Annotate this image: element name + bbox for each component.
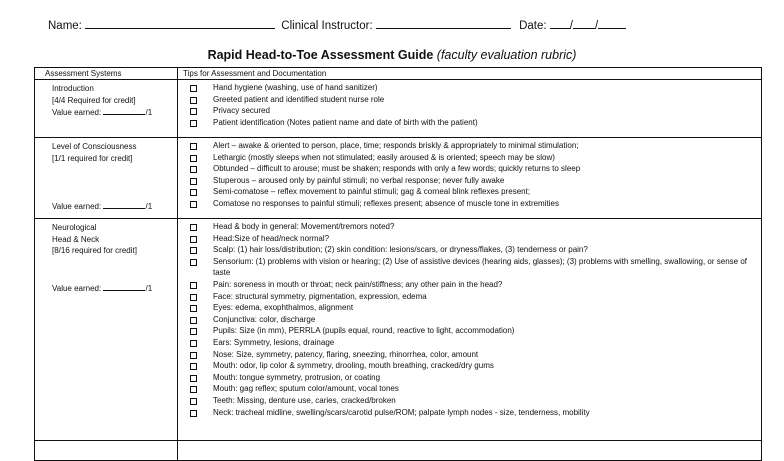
checkbox-icon[interactable]	[190, 317, 197, 324]
checkbox-icon[interactable]	[190, 189, 197, 196]
list-item[interactable]: Eyes: edema, exophthalmos, alignment	[190, 302, 761, 314]
value-blank	[103, 200, 145, 209]
checkbox-icon[interactable]	[190, 340, 197, 347]
date-month-blank	[550, 17, 570, 29]
instructor-blank	[376, 17, 511, 29]
checkbox-icon[interactable]	[190, 97, 197, 104]
col-header-systems: Assessment Systems	[35, 68, 178, 80]
system-requirement: [4/4 Required for credit]	[52, 95, 136, 105]
header-fields	[48, 17, 764, 32]
checkbox-icon[interactable]	[190, 259, 197, 266]
checkbox-icon[interactable]	[190, 294, 197, 301]
date-day-blank	[573, 17, 595, 29]
checkbox-icon[interactable]	[190, 166, 197, 173]
list-item[interactable]: Head & body in general: Movement/tremors noted?	[190, 221, 761, 233]
list-item[interactable]: Mouth: odor, lip color & symmetry, drooling, mouth breathing, cracked/dry gums	[190, 360, 761, 372]
instructor-label: Clinical Instructor:	[281, 20, 373, 32]
value-suffix: /1	[145, 202, 153, 211]
value-earned-label: Value earned:	[52, 108, 102, 118]
checkbox-icon[interactable]	[190, 247, 197, 254]
list-item[interactable]: Stuperous – aroused only by painful stimuli; no verbal response; never fully awake	[190, 175, 761, 187]
checkbox-icon[interactable]	[190, 410, 197, 417]
system-name: Introduction	[52, 84, 94, 93]
date-label: Date:	[519, 20, 547, 32]
name-label: Name:	[48, 20, 82, 32]
list-item[interactable]: Face: structural symmetry, pigmentation, expression, edema	[190, 291, 761, 303]
checkbox-icon[interactable]	[190, 85, 197, 92]
table-row	[35, 80, 762, 138]
table-row-next	[35, 441, 762, 461]
checkbox-icon[interactable]	[190, 363, 197, 370]
list-item[interactable]: Alert – awake & oriented to person, place, time; responds briskly & appropriately to minimal stimulation;	[190, 140, 761, 152]
system-cell-consciousness	[35, 138, 178, 219]
system-subname: Head & Neck	[52, 234, 100, 244]
checkbox-icon[interactable]	[190, 155, 197, 162]
col-header-tips: Tips for Assessment and Documentation	[178, 68, 762, 80]
value-earned-field[interactable]	[52, 106, 177, 119]
title-main: Rapid Head-to-Toe Assessment Guide	[207, 48, 434, 62]
instructor-field[interactable]	[281, 17, 511, 32]
list-item[interactable]: Comatose no responses to painful stimuli; reflexes present; absence of muscle tone in extremities	[190, 198, 761, 210]
title-subtitle: (faculty evaluation rubric)	[436, 48, 577, 62]
next-system-cell	[35, 441, 178, 461]
list-item[interactable]: Teeth: Missing, denture use, caries, cracked/broken	[190, 395, 761, 407]
date-sep-1: /	[569, 20, 573, 32]
list-item[interactable]: Pain: soreness in mouth or throat; neck pain/stiffness; any other pain in the head?	[190, 279, 761, 291]
table-header-row	[35, 68, 762, 80]
assessment-table	[34, 67, 762, 461]
checkbox-icon[interactable]	[190, 352, 197, 359]
page-title	[0, 48, 784, 62]
name-field[interactable]	[48, 17, 275, 32]
list-item[interactable]: Head:Size of head/neck normal?	[190, 233, 761, 245]
list-item[interactable]: Mouth: gag reflex; sputum color/amount, vocal tones	[190, 383, 761, 395]
value-blank	[103, 106, 145, 115]
tips-cell-introduction	[178, 80, 762, 138]
next-tips-cell	[178, 441, 762, 461]
system-cell-introduction	[35, 80, 178, 138]
value-earned-field[interactable]	[52, 200, 152, 213]
value-earned-label: Value earned:	[52, 284, 102, 293]
date-sep-2: /	[594, 20, 599, 32]
list-item[interactable]: Hand hygiene (washing, use of hand sanitizer)	[190, 82, 761, 94]
checkbox-icon[interactable]	[190, 398, 197, 405]
checkbox-icon[interactable]	[190, 178, 197, 185]
list-item[interactable]: Patient identification (Notes patient name and date of birth with the patient)	[190, 117, 761, 129]
checkbox-icon[interactable]	[190, 224, 197, 231]
tips-cell-consciousness	[178, 138, 762, 219]
list-item[interactable]: Neck: tracheal midline, swelling/scars/carotid pulse/ROM; palpate lymph nodes - size, tenderness, mobility	[190, 407, 761, 419]
checkbox-icon[interactable]	[190, 282, 197, 289]
checkbox-icon[interactable]	[190, 305, 197, 312]
value-earned-field[interactable]	[52, 282, 152, 295]
checkbox-icon[interactable]	[190, 120, 197, 127]
list-item[interactable]: Ears: Symmetry, lesions, drainage	[190, 337, 761, 349]
system-cell-neurological	[35, 219, 178, 441]
list-item[interactable]: Lethargic (mostly sleeps when not stimulated; easily aroused & is oriented; speech may be slow)	[190, 152, 761, 164]
date-year-blank	[598, 17, 626, 29]
checkbox-icon[interactable]	[190, 143, 197, 150]
list-item[interactable]: Greeted patient and identified student nurse role	[190, 94, 761, 106]
list-item[interactable]: Privacy secured	[190, 105, 761, 117]
list-item[interactable]: Scalp: (1) hair loss/distribution; (2) skin condition: lesions/scars, or dryness/flakes, (3) tenderness or pain?	[190, 244, 761, 256]
value-blank	[103, 282, 145, 291]
checkbox-icon[interactable]	[190, 386, 197, 393]
list-item[interactable]: Nose: Size, symmetry, patency, flaring, sneezing, rhinorrhea, color, amount	[190, 349, 761, 361]
table-row	[35, 138, 762, 219]
checkbox-icon[interactable]	[190, 201, 197, 208]
list-item[interactable]: Conjunctiva: color, discharge	[190, 314, 761, 326]
value-suffix: /1	[145, 284, 153, 293]
list-item[interactable]: Semi-comatose – reflex movement to painful stimuli; gag & corneal blink reflexes present;	[190, 186, 761, 198]
tips-cell-neurological	[178, 219, 762, 441]
list-item[interactable]: Mouth: tongue symmetry, protrusion, or coating	[190, 372, 761, 384]
table-row	[35, 219, 762, 441]
system-name: Level of Consciousness	[52, 142, 137, 151]
value-earned-label: Value earned:	[52, 202, 102, 211]
system-name: Neurological	[52, 223, 97, 232]
checkbox-icon[interactable]	[190, 375, 197, 382]
list-item[interactable]: Sensorium: (1) problems with vision or hearing; (2) Use of assistive devices (hearing aids, glasses); (3) problems with smelling, swallowing, or sense of taste	[190, 256, 761, 279]
system-requirement: [1/1 required for credit]	[52, 153, 133, 163]
date-field[interactable]	[519, 17, 626, 32]
list-item[interactable]: Obtunded – difficult to arouse; must be shaken; responds with only a few words; quickly returns to sleep	[190, 163, 761, 175]
value-suffix: /1	[145, 108, 153, 118]
name-blank	[85, 17, 275, 29]
checkbox-icon[interactable]	[190, 236, 197, 243]
checkbox-icon[interactable]	[190, 108, 197, 115]
checkbox-icon[interactable]	[190, 328, 197, 335]
system-requirement: [8/16 required for credit]	[52, 246, 137, 256]
list-item[interactable]: Pupils: Size (in mm), PERRLA (pupils equal, round, reactive to light, accommodation)	[190, 325, 761, 337]
